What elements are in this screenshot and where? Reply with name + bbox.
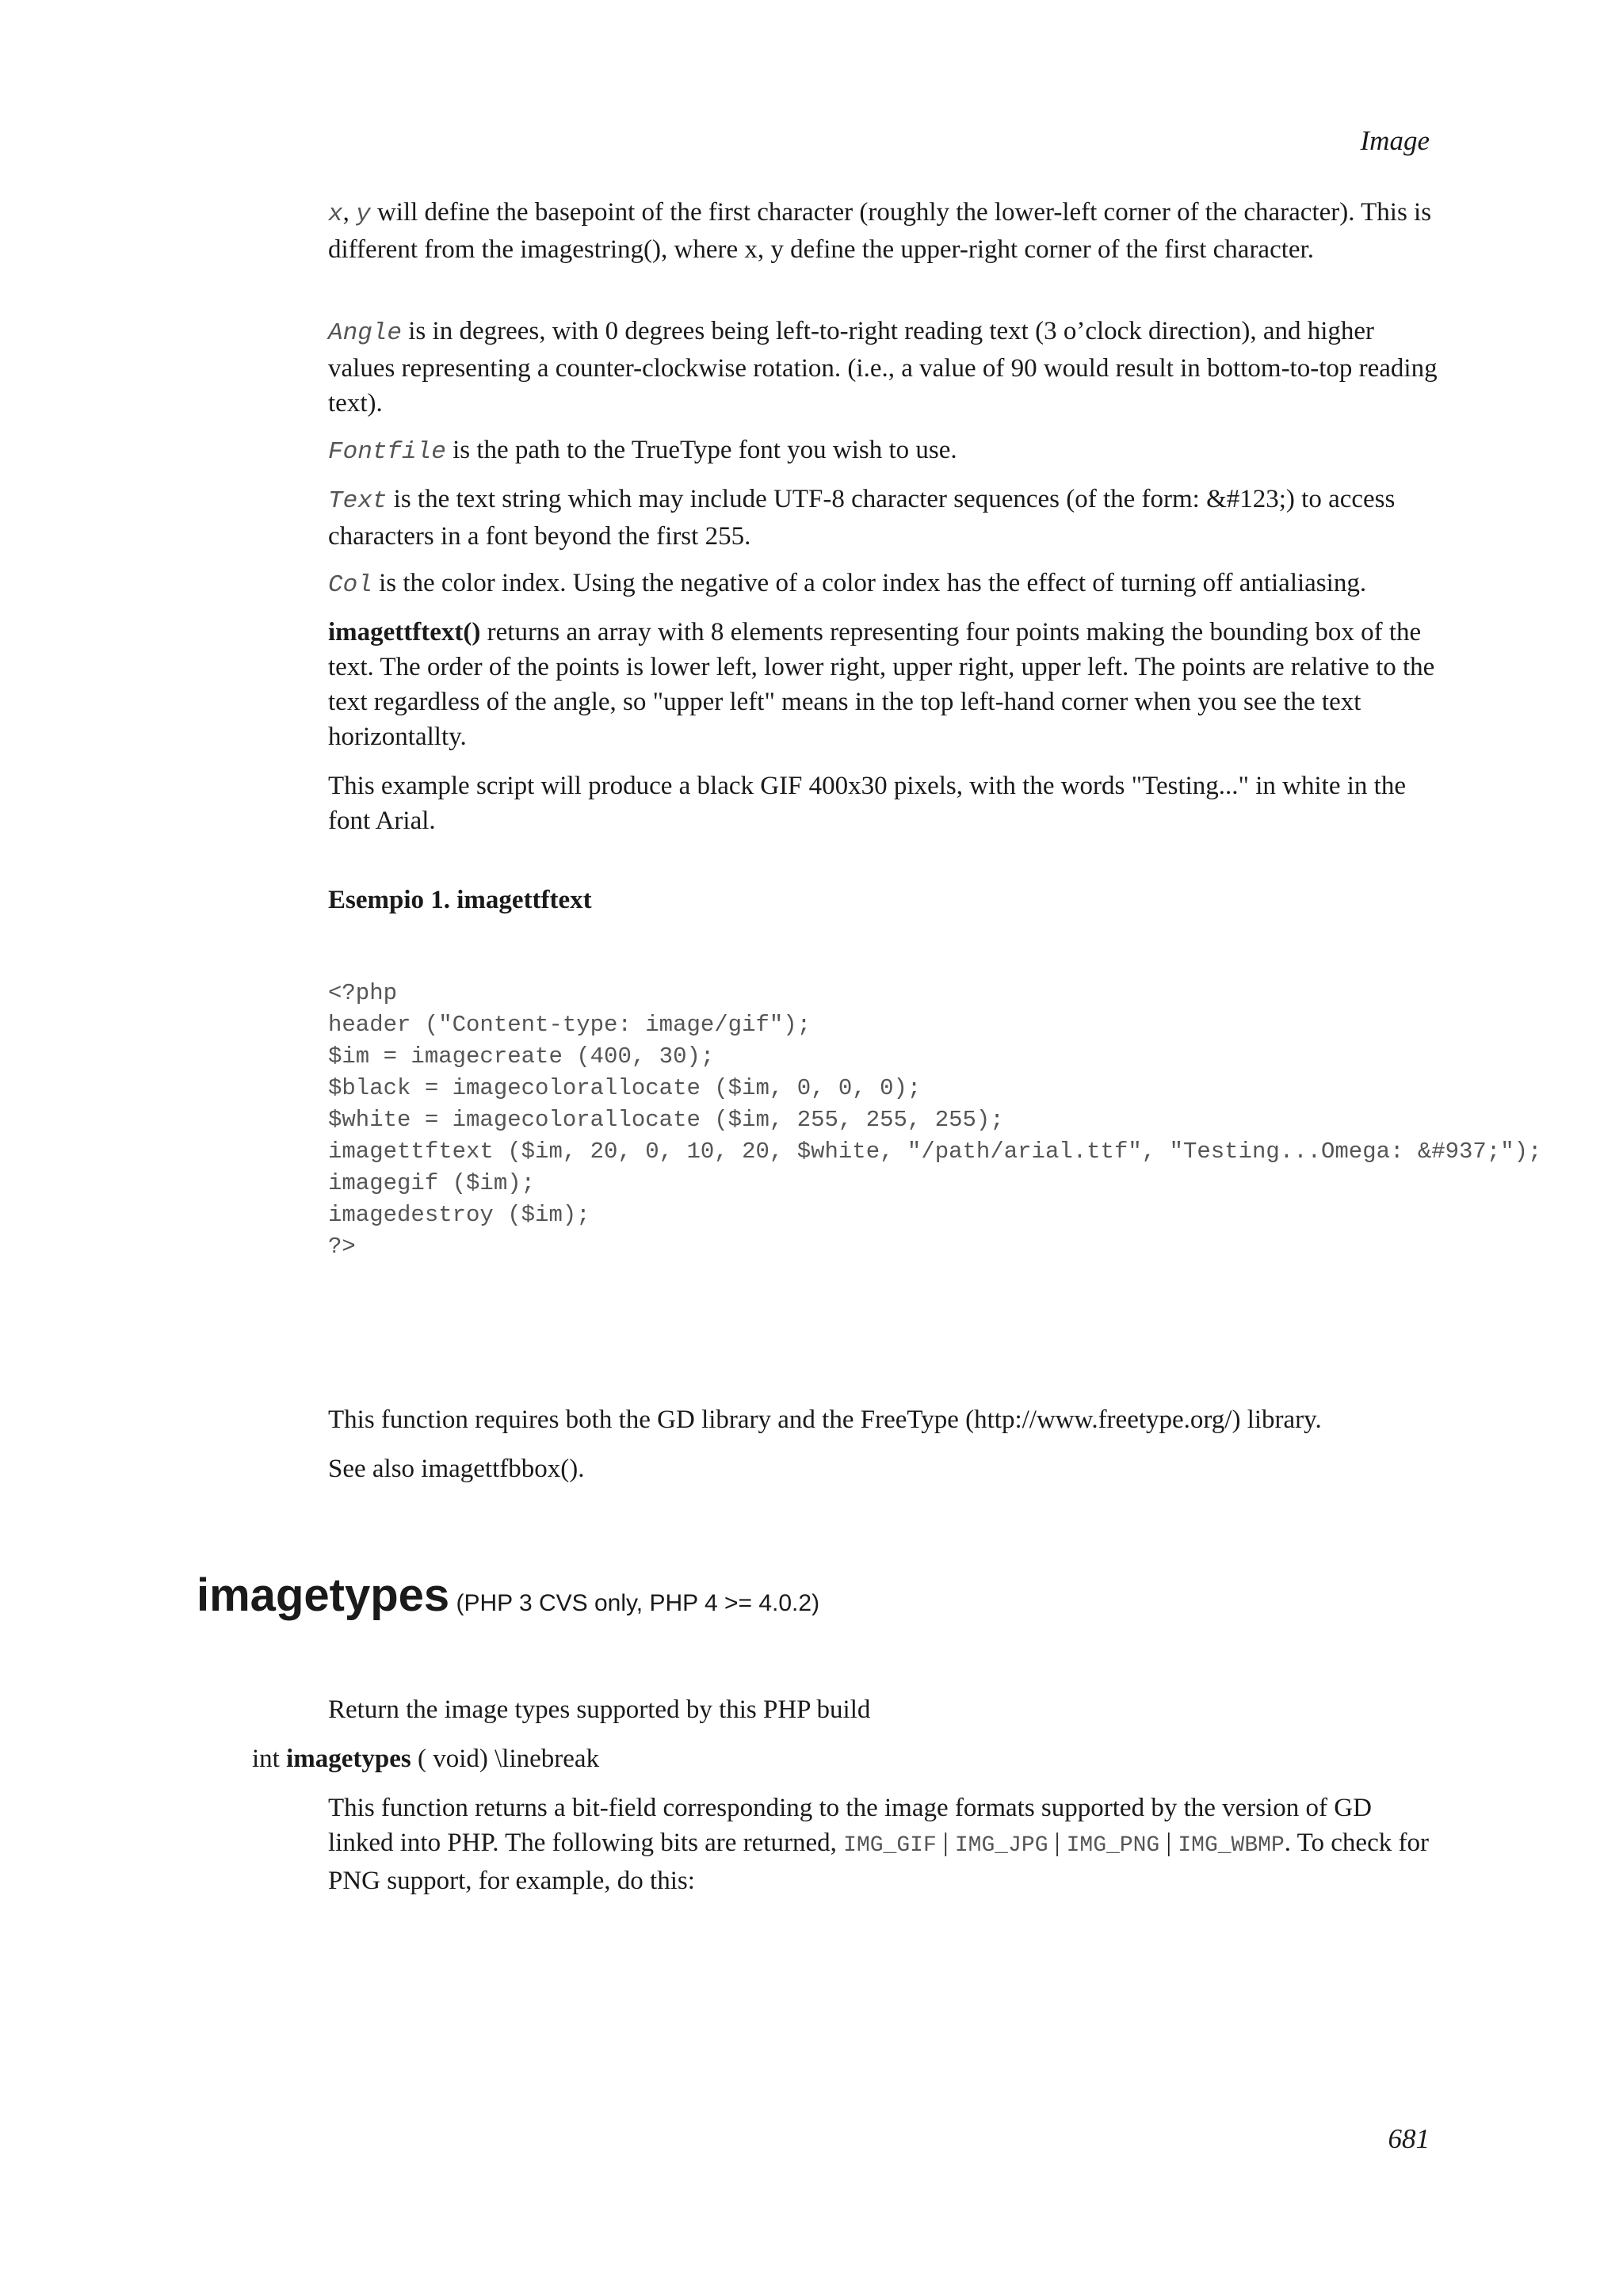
col-paragraph — [328, 566, 1438, 603]
imagetypes-description-paragraph — [328, 1791, 1438, 1898]
example-intro-paragraph — [328, 769, 1438, 838]
returns-func: imagettftext() — [328, 618, 481, 646]
pipe-2: | — [1048, 1829, 1067, 1857]
imagetypes-purpose: Return the image types supported by this PHP build — [328, 1695, 871, 1724]
requires-paragraph — [328, 1402, 1438, 1437]
requires-text: This function requires both the GD library and the FreeType (http://www.freetype.org/) library. — [328, 1405, 1322, 1434]
imagetypes-version: (PHP 3 CVS only, PHP 4 >= 4.0.2) — [449, 1590, 820, 1616]
synopsis-params: ( void) \linebreak — [411, 1745, 600, 1773]
synopsis-function-name: imagetypes — [286, 1745, 411, 1773]
desc-text-1: This function returns a bit-field corresponding to the image formats supported by the version of GD linked into PHP. The following bits are returned, — [328, 1794, 1372, 1857]
see-also-paragraph — [328, 1451, 1438, 1486]
angle-var: Angle — [328, 319, 403, 347]
const-img-gif: IMG_GIF — [843, 1833, 937, 1858]
const-img-wbmp: IMG_WBMP — [1178, 1833, 1285, 1858]
synopsis-return-type: int — [252, 1745, 287, 1773]
const-img-png: IMG_PNG — [1066, 1833, 1160, 1858]
col-var: Col — [328, 571, 372, 599]
imagetypes-heading — [197, 1569, 819, 1622]
fontfile-paragraph — [328, 433, 1438, 470]
imagetypes-purpose-paragraph — [328, 1692, 1438, 1727]
coords-text: will define the basepoint of the first character (roughly the lower-left corner of the character). This is different from the imagestring(), where x, y define the upper-right corner of the first character. — [328, 198, 1432, 264]
imagetypes-synopsis — [252, 1741, 599, 1776]
col-text: is the color index. Using the negative of a color index has the effect of turning off antialiasing. — [372, 569, 1367, 597]
coords-var-x: x — [328, 200, 343, 228]
coords-var-y: y — [356, 200, 371, 228]
text-var: Text — [328, 487, 388, 515]
coords-paragraph — [328, 195, 1438, 267]
example-title: Esempio 1. imagettftext — [328, 886, 592, 914]
angle-paragraph — [328, 314, 1438, 421]
coords-sep: , — [342, 198, 357, 227]
imagetypes-function-name: imagetypes — [197, 1569, 450, 1621]
page-number: 681 — [1388, 2123, 1430, 2154]
running-header: Image — [1360, 125, 1430, 156]
angle-text: is in degrees, with 0 degrees being left-to-right reading text (3 o’clock direction), and higher values representing a counter-clockwise rotation. (i.e., a value of 90 would result in bottom-to-top reading text). — [328, 317, 1438, 418]
pipe-1: | — [936, 1829, 955, 1857]
fontfile-text: is the path to the TrueType font you wish to use. — [445, 436, 957, 464]
text-paragraph — [328, 482, 1438, 554]
returns-text: returns an array with 8 elements representing four points making the bounding box of the text. The order of the points is lower left, lower right, upper right, upper left. The points are relative to the text regardless of the angle, so "upper left" means in the top left-hand corner when you see the text horizontallty. — [328, 618, 1435, 751]
returns-paragraph — [328, 615, 1438, 754]
see-also-text: See also imagettfbbox(). — [328, 1455, 585, 1483]
pipe-3: | — [1159, 1829, 1178, 1857]
example-intro-text: This example script will produce a black GIF 400x30 pixels, with the words "Testing..." in white in the font Arial. — [328, 772, 1406, 835]
code-block: <?php header ("Content-type: image/gif"); $im = imagecreate (400, 30); $black = imagecolorallocate ($im, 0, 0, 0); $white = imagecolorallocate ($im, 255, 255, 255); imagettftext ($im, 20, 0, 10, 20, $white, "/path/arial.ttf", "Testing...Omega: &#937;"); imagegif ($im); imagedestroy ($im); ?> — [328, 980, 1542, 1260]
const-img-jpg: IMG_JPG — [954, 1833, 1048, 1858]
text-text: is the text string which may include UTF-8 character sequences (of the form: &#123;) to access characters in a font beyond the first 255. — [328, 485, 1396, 551]
fontfile-var: Fontfile — [328, 438, 446, 466]
desc-text-2: . To check for PNG support, for example, do this: — [328, 1829, 1429, 1895]
